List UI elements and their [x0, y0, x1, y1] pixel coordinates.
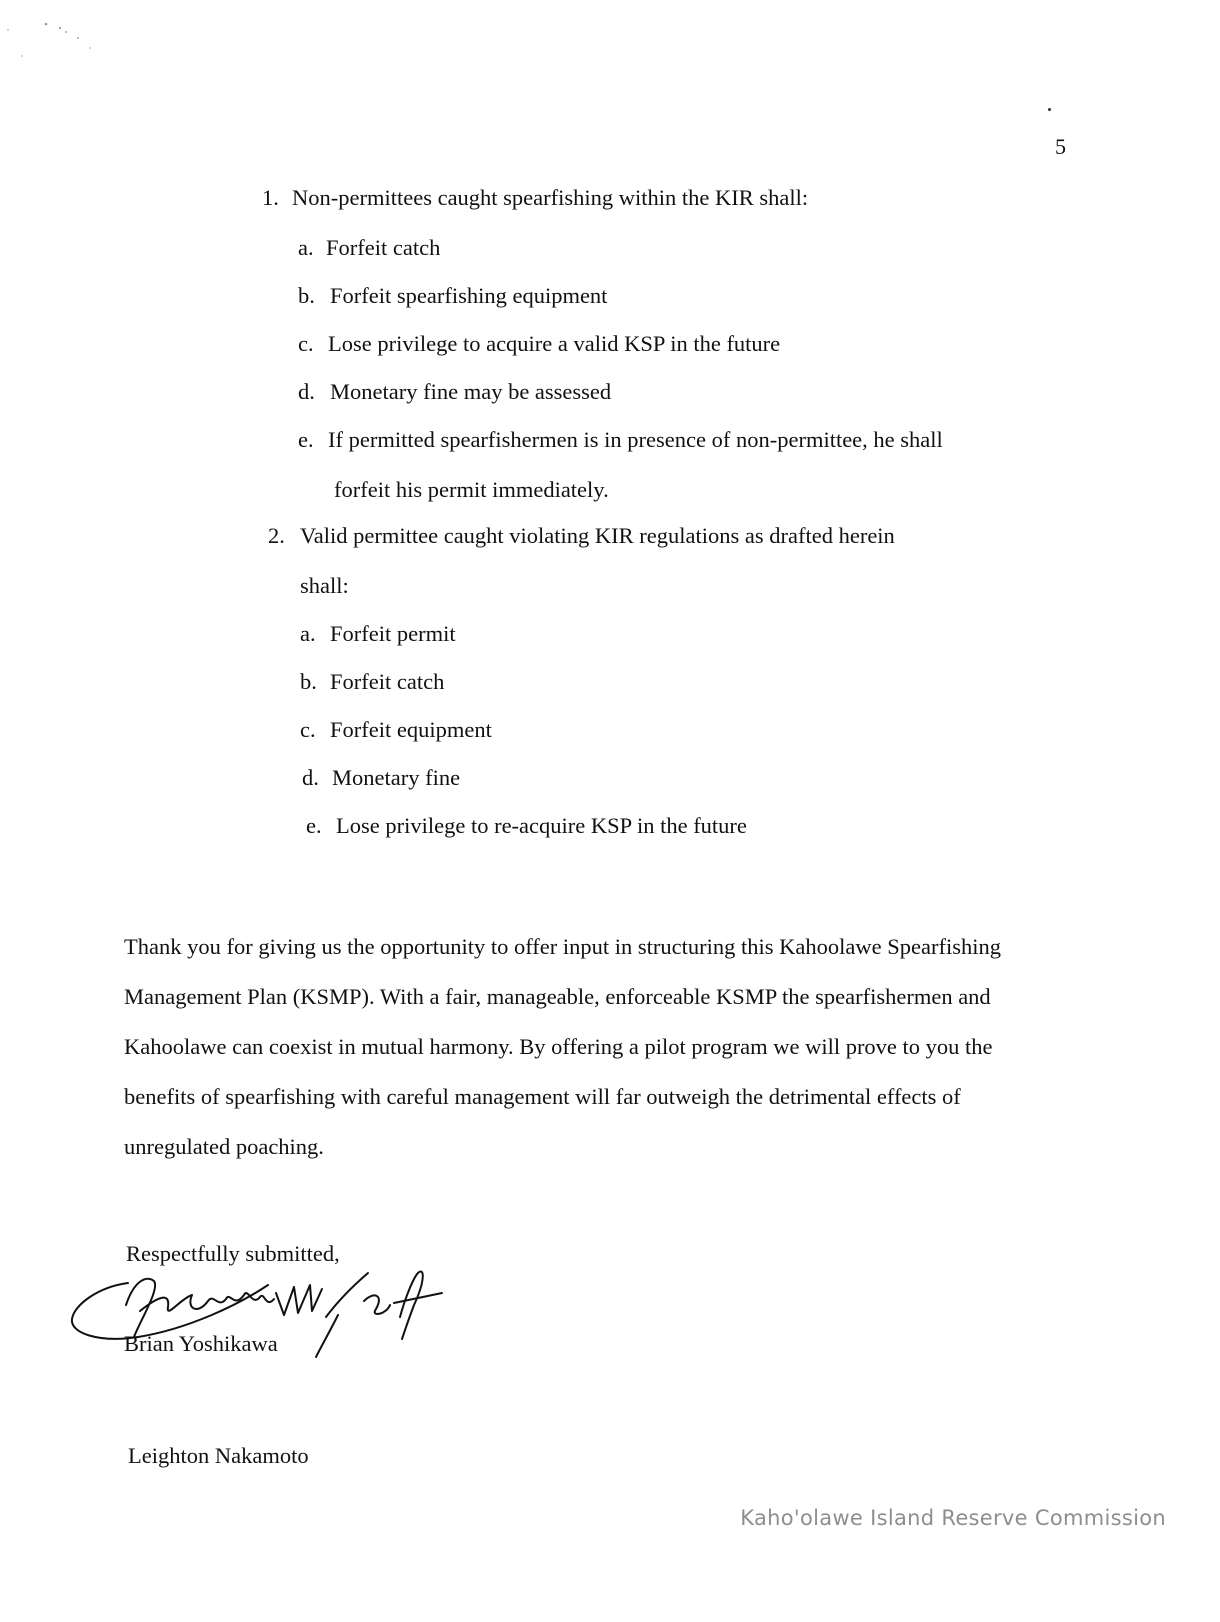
subitem-text: If permitted spearfishermen is in presence of non-permittee, he shall	[328, 427, 943, 452]
subitem-text: Monetary fine may be assessed	[330, 379, 612, 404]
subitem-text: Forfeit equipment	[330, 717, 492, 742]
subitem-label: c.	[300, 717, 316, 742]
subitem-label: d.	[302, 765, 319, 790]
list-subitem	[298, 330, 780, 358]
list-subitem	[300, 620, 456, 648]
subitem-label: c.	[298, 331, 314, 356]
paragraph-line: Kahoolawe can coexist in mutual harmony. By offering a pilot program we will prove to you the	[124, 1034, 993, 1059]
signatory-name: Brian Yoshikawa	[124, 1331, 278, 1356]
subitem-text: Lose privilege to re-acquire KSP in the future	[336, 813, 747, 838]
paragraph-line: Management Plan (KSMP). With a fair, manageable, enforceable KSMP the spearfishermen and	[124, 984, 991, 1009]
list-subitem	[298, 426, 943, 454]
subitem-text: Forfeit spearfishing equipment	[330, 283, 608, 308]
list-subitem	[302, 764, 460, 792]
list-item-2	[268, 522, 895, 550]
subitem-text: Forfeit catch	[330, 669, 445, 694]
signatory-name: Leighton Nakamoto	[128, 1443, 309, 1468]
list-item-number: 1.	[262, 185, 279, 210]
list-subitem	[298, 282, 607, 310]
list-item-continuation: shall:	[300, 573, 349, 598]
subitem-text: Forfeit catch	[326, 235, 441, 260]
list-item-1	[262, 184, 808, 212]
subitem-label: b.	[298, 283, 315, 308]
list-subitem	[298, 234, 440, 262]
page-number: 5	[1055, 134, 1066, 159]
list-item-text: Non-permittees caught spearfishing within the KIR shall:	[292, 185, 809, 210]
subitem-label: d.	[298, 379, 315, 404]
scan-dot	[1048, 108, 1051, 111]
subitem-label: e.	[298, 427, 314, 452]
paragraph-line: unregulated poaching.	[124, 1134, 324, 1159]
list-subitem	[298, 378, 611, 406]
subitem-label: b.	[300, 669, 317, 694]
paragraph-line: Thank you for giving us the opportunity to offer input in structuring this Kahoolawe Spearfishing	[124, 934, 1001, 959]
subitem-text: Lose privilege to acquire a valid KSP in the future	[328, 331, 781, 356]
subitem-text: Monetary fine	[332, 765, 461, 790]
subitem-label: a.	[300, 621, 316, 646]
subitem-continuation: forfeit his permit immediately.	[334, 477, 609, 502]
list-item-number: 2.	[268, 523, 285, 548]
paragraph-line: benefits of spearfishing with careful management will far outweigh the detrimental effects of	[124, 1084, 961, 1109]
list-subitem	[306, 812, 747, 840]
signoff: Respectfully submitted,	[126, 1241, 340, 1266]
list-item-text: Valid permittee caught violating KIR regulations as drafted herein	[300, 523, 895, 548]
subitem-label: a.	[298, 235, 314, 260]
watermark: Kaho'olawe Island Reserve Commission	[740, 1506, 1166, 1530]
subitem-label: e.	[306, 813, 322, 838]
subitem-text: Forfeit permit	[330, 621, 456, 646]
list-subitem	[300, 716, 492, 744]
scan-specks	[0, 0, 100, 60]
list-subitem	[300, 668, 444, 696]
